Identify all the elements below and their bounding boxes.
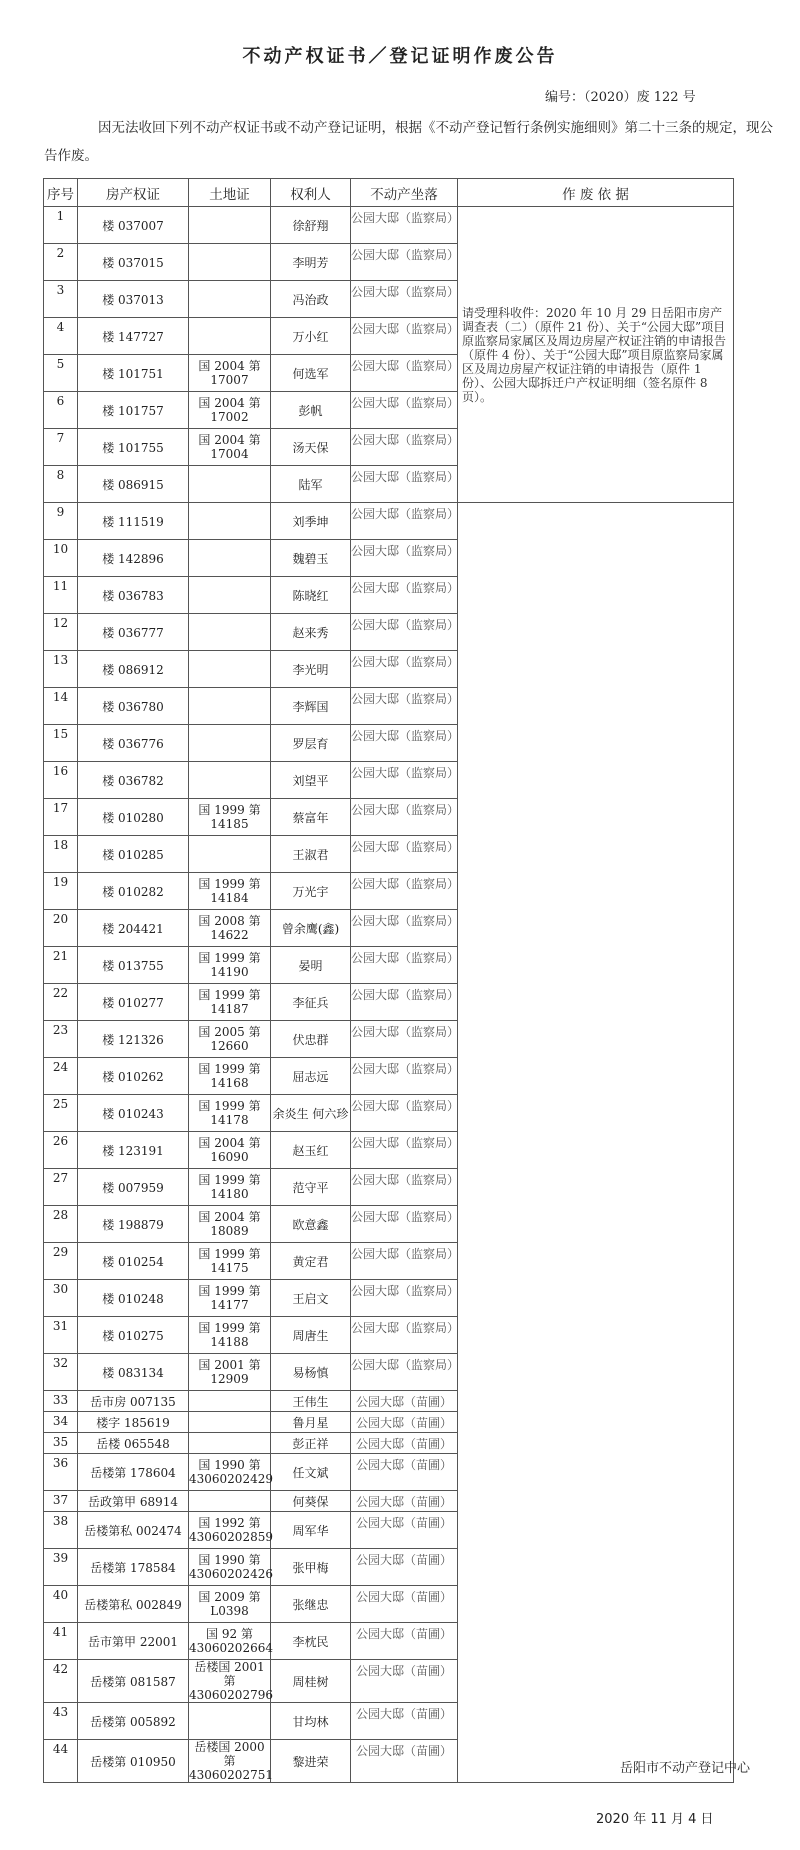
row-seq: 33 — [44, 1391, 78, 1412]
row-location: 公园大邸（监察局） — [351, 1058, 458, 1095]
row-seq: 34 — [44, 1412, 78, 1433]
row-land-cert: 岳楼国 2001 第 43060202796 — [189, 1660, 273, 1702]
intro-paragraph: 因无法收回下列不动产权证书或不动产登记证明，根据《不动产登记暂行条例实施细则》第二十三条的规定，现公告作废。 — [44, 120, 773, 164]
row-seq: 37 — [44, 1491, 78, 1512]
row-holder: 罗层育 — [271, 725, 351, 762]
row-seq: 29 — [44, 1243, 78, 1280]
row-holder: 易杨慎 — [271, 1354, 351, 1391]
row-seq: 5 — [44, 355, 78, 392]
row-location: 公园大邸（监察局） — [351, 392, 458, 429]
row-location: 公园大邸（监察局） — [351, 577, 458, 614]
row-holder: 何葵保 — [271, 1491, 351, 1512]
row-seq: 14 — [44, 688, 78, 725]
row-holder: 魏碧玉 — [271, 540, 351, 577]
void-basis-text: 请受理科收件：2020 年 10 月 29 日岳阳市房产调查表（二）（原件 21 份）、关于“公园大邸”项目原监察局家属区及周边房屋产权证注销的申请报告（原件 4 份）、关于“公园大邸”项目原监察局家属区及周边房屋产权证注销的申请报告（原件 1 份）、公园大邸拆迁户产权证明细（签名原件 8 页）。 — [458, 207, 734, 503]
row-location: 公园大邸（监察局） — [351, 1280, 458, 1317]
row-location: 公园大邸（苗圃） — [351, 1623, 458, 1660]
row-house-cert: 岳楼第 010950 — [78, 1740, 189, 1783]
row-location: 公园大邸（监察局） — [351, 614, 458, 651]
row-seq: 3 — [44, 281, 78, 318]
row-holder: 赵来秀 — [271, 614, 351, 651]
row-house-cert: 楼 121326 — [78, 1021, 189, 1058]
row-seq: 12 — [44, 614, 78, 651]
row-house-cert: 岳楼第 005892 — [78, 1703, 189, 1740]
row-location: 公园大邸（苗圃） — [351, 1491, 458, 1512]
header-location: 不动产坐落 — [351, 179, 458, 207]
row-land-cert: 国 2004 第 17004 — [189, 429, 271, 466]
row-seq: 4 — [44, 318, 78, 355]
row-land-cert — [189, 762, 271, 799]
row-house-cert: 楼 111519 — [78, 503, 189, 540]
row-land-cert — [189, 651, 271, 688]
row-land-cert — [189, 614, 271, 651]
row-land-cert — [189, 281, 271, 318]
row-location: 公园大邸（监察局） — [351, 688, 458, 725]
row-house-cert: 楼 037015 — [78, 244, 189, 281]
issue-date: 2020 年 11 月 4 日 — [596, 1812, 714, 1827]
row-holder: 刘季坤 — [271, 503, 351, 540]
row-land-cert: 国 1999 第 14180 — [189, 1169, 271, 1206]
row-location: 公园大邸（苗圃） — [351, 1740, 458, 1783]
row-house-cert: 楼 086915 — [78, 466, 189, 503]
row-seq: 20 — [44, 910, 78, 947]
row-seq: 40 — [44, 1586, 78, 1623]
row-land-cert: 国 1999 第 14184 — [189, 873, 271, 910]
row-land-cert: 国 2005 第 12660 — [189, 1021, 271, 1058]
row-seq: 17 — [44, 799, 78, 836]
row-house-cert: 楼 036780 — [78, 688, 189, 725]
row-house-cert: 楼 010243 — [78, 1095, 189, 1132]
row-seq: 27 — [44, 1169, 78, 1206]
table-row — [44, 503, 734, 540]
row-holder: 李枕民 — [271, 1623, 351, 1660]
row-land-cert — [189, 1703, 271, 1740]
row-location: 公园大邸（监察局） — [351, 1317, 458, 1354]
row-holder: 黄定君 — [271, 1243, 351, 1280]
row-location: 公园大邸（监察局） — [351, 281, 458, 318]
row-location: 公园大邸（苗圃） — [351, 1703, 458, 1740]
row-land-cert: 国 1999 第 14178 — [189, 1095, 271, 1132]
row-holder: 欧意鑫 — [271, 1206, 351, 1243]
row-holder: 赵玉红 — [271, 1132, 351, 1169]
row-holder: 蔡富年 — [271, 799, 351, 836]
row-house-cert: 楼 010275 — [78, 1317, 189, 1354]
row-location: 公园大邸（监察局） — [351, 318, 458, 355]
row-land-cert: 国 2004 第 17007 — [189, 355, 271, 392]
row-location: 公园大邸（苗圃） — [351, 1391, 458, 1412]
row-location: 公园大邸（监察局） — [351, 355, 458, 392]
row-location: 公园大邸（监察局） — [351, 1243, 458, 1280]
row-location: 公园大邸（监察局） — [351, 466, 458, 503]
row-location: 公园大邸（监察局） — [351, 725, 458, 762]
row-land-cert: 国 1999 第 14185 — [189, 799, 271, 836]
row-holder: 任文斌 — [271, 1454, 351, 1491]
row-house-cert: 岳楼第 178584 — [78, 1549, 189, 1586]
row-holder: 屈志远 — [271, 1058, 351, 1095]
row-seq: 36 — [44, 1454, 78, 1491]
row-holder: 陆军 — [271, 466, 351, 503]
row-house-cert: 岳楼第 178604 — [78, 1454, 189, 1491]
row-location: 公园大邸（苗圃） — [351, 1454, 458, 1491]
row-location: 公园大邸（监察局） — [351, 207, 458, 244]
row-location: 公园大邸（监察局） — [351, 910, 458, 947]
row-house-cert: 楼 142896 — [78, 540, 189, 577]
void-basis-empty — [458, 503, 734, 1783]
row-house-cert: 楼 083134 — [78, 1354, 189, 1391]
row-land-cert — [189, 540, 271, 577]
row-land-cert — [189, 688, 271, 725]
row-seq: 32 — [44, 1354, 78, 1391]
row-seq: 19 — [44, 873, 78, 910]
row-house-cert: 楼 036777 — [78, 614, 189, 651]
row-house-cert: 楼 037007 — [78, 207, 189, 244]
row-holder: 甘均林 — [271, 1703, 351, 1740]
row-location: 公园大邸（苗圃） — [351, 1549, 458, 1586]
row-house-cert: 楼 101751 — [78, 355, 189, 392]
row-location: 公园大邸（监察局） — [351, 762, 458, 799]
row-holder: 王伟生 — [271, 1391, 351, 1412]
row-holder: 彭正祥 — [271, 1433, 351, 1454]
row-land-cert: 国 92 第 43060202664 — [189, 1623, 271, 1660]
header-holder: 权利人 — [271, 179, 351, 207]
row-seq: 7 — [44, 429, 78, 466]
row-location: 公园大邸（监察局） — [351, 1206, 458, 1243]
row-holder: 汤天保 — [271, 429, 351, 466]
row-land-cert — [189, 503, 271, 540]
row-house-cert: 楼 147727 — [78, 318, 189, 355]
row-holder: 伏忠群 — [271, 1021, 351, 1058]
row-location: 公园大邸（监察局） — [351, 947, 458, 984]
row-land-cert: 国 1990 第 43060202426 — [189, 1549, 271, 1586]
row-house-cert: 岳楼第 081587 — [78, 1660, 189, 1703]
row-land-cert: 国 1999 第 14190 — [189, 947, 271, 984]
row-location: 公园大邸（监察局） — [351, 799, 458, 836]
header-basis: 作 废 依 据 — [458, 179, 734, 207]
row-land-cert — [189, 836, 271, 873]
row-house-cert: 楼 010280 — [78, 799, 189, 836]
row-land-cert — [189, 1391, 271, 1412]
row-location: 公园大邸（苗圃） — [351, 1512, 458, 1549]
row-house-cert: 楼 010254 — [78, 1243, 189, 1280]
row-house-cert: 楼 204421 — [78, 910, 189, 947]
row-holder: 黎进荣 — [271, 1740, 351, 1783]
row-land-cert — [189, 466, 271, 503]
row-seq: 1 — [44, 207, 78, 244]
row-holder: 李明芳 — [271, 244, 351, 281]
header-seq: 序号 — [44, 179, 78, 207]
row-house-cert: 楼 010277 — [78, 984, 189, 1021]
row-house-cert: 楼 198879 — [78, 1206, 189, 1243]
row-land-cert: 国 1999 第 14177 — [189, 1280, 271, 1317]
row-location: 公园大邸（监察局） — [351, 244, 458, 281]
row-seq: 13 — [44, 651, 78, 688]
row-location: 公园大邸（苗圃） — [351, 1586, 458, 1623]
row-holder: 张继忠 — [271, 1586, 351, 1623]
row-holder: 晏明 — [271, 947, 351, 984]
row-land-cert — [189, 318, 271, 355]
row-seq: 28 — [44, 1206, 78, 1243]
row-location: 公园大邸（监察局） — [351, 1169, 458, 1206]
row-holder: 李辉国 — [271, 688, 351, 725]
row-seq: 11 — [44, 577, 78, 614]
row-land-cert: 国 1999 第 14175 — [189, 1243, 271, 1280]
row-seq: 41 — [44, 1623, 78, 1660]
row-seq: 2 — [44, 244, 78, 281]
row-holder: 周桂树 — [271, 1660, 351, 1703]
row-seq: 25 — [44, 1095, 78, 1132]
row-house-cert: 楼 036782 — [78, 762, 189, 799]
row-land-cert — [189, 577, 271, 614]
row-house-cert: 楼 010262 — [78, 1058, 189, 1095]
row-land-cert: 国 2004 第 18089 — [189, 1206, 271, 1243]
row-holder: 余炎生 何六珍 — [271, 1095, 351, 1132]
row-location: 公园大邸（监察局） — [351, 540, 458, 577]
row-holder: 冯治政 — [271, 281, 351, 318]
row-land-cert: 国 1999 第 14187 — [189, 984, 271, 1021]
header-land-cert: 土地证 — [189, 179, 271, 207]
row-land-cert: 国 1999 第 14168 — [189, 1058, 271, 1095]
row-house-cert: 楼 007959 — [78, 1169, 189, 1206]
row-land-cert: 国 2008 第 14622 — [189, 910, 271, 947]
row-location: 公园大邸（监察局） — [351, 1354, 458, 1391]
row-holder: 曾余鹰(鑫) — [271, 910, 351, 947]
row-seq: 44 — [44, 1740, 78, 1783]
row-location: 公园大邸（苗圃） — [351, 1660, 458, 1703]
header-house-cert: 房产权证 — [78, 179, 189, 207]
row-holder: 李征兵 — [271, 984, 351, 1021]
row-location: 公园大邸（监察局） — [351, 836, 458, 873]
row-holder: 何选军 — [271, 355, 351, 392]
document-number: 编号：（2020）废 122 号 — [545, 90, 696, 105]
row-house-cert: 岳楼第私 002474 — [78, 1512, 189, 1549]
row-house-cert: 楼字 185619 — [78, 1412, 189, 1433]
row-house-cert: 楼 036776 — [78, 725, 189, 762]
row-house-cert: 楼 101757 — [78, 392, 189, 429]
row-seq: 42 — [44, 1660, 78, 1703]
row-location: 公园大邸（监察局） — [351, 1095, 458, 1132]
row-house-cert: 楼 086912 — [78, 651, 189, 688]
row-land-cert: 国 1999 第 14188 — [189, 1317, 271, 1354]
row-seq: 18 — [44, 836, 78, 873]
row-house-cert: 楼 013755 — [78, 947, 189, 984]
row-land-cert — [189, 1491, 271, 1512]
row-house-cert: 楼 010285 — [78, 836, 189, 873]
row-holder: 万光宇 — [271, 873, 351, 910]
row-holder: 周唐生 — [271, 1317, 351, 1354]
row-seq: 6 — [44, 392, 78, 429]
row-seq: 24 — [44, 1058, 78, 1095]
row-location: 公园大邸（苗圃） — [351, 1433, 458, 1454]
row-seq: 8 — [44, 466, 78, 503]
row-seq: 10 — [44, 540, 78, 577]
row-location: 公园大邸（监察局） — [351, 503, 458, 540]
row-holder: 王启文 — [271, 1280, 351, 1317]
row-seq: 15 — [44, 725, 78, 762]
row-seq: 35 — [44, 1433, 78, 1454]
row-house-cert: 楼 036783 — [78, 577, 189, 614]
row-house-cert: 楼 010248 — [78, 1280, 189, 1317]
row-house-cert: 岳市第甲 22001 — [78, 1623, 189, 1660]
document-title: 不动产权证书／登记证明作废公告 — [242, 46, 558, 67]
row-location: 公园大邸（监察局） — [351, 873, 458, 910]
row-location: 公园大邸（监察局） — [351, 429, 458, 466]
row-house-cert: 岳楼第私 002849 — [78, 1586, 189, 1623]
row-location: 公园大邸（监察局） — [351, 651, 458, 688]
row-location: 公园大邸（监察局） — [351, 984, 458, 1021]
row-land-cert: 国 2009 第 L0398 — [189, 1586, 271, 1623]
row-land-cert — [189, 725, 271, 762]
row-holder: 万小红 — [271, 318, 351, 355]
row-seq: 22 — [44, 984, 78, 1021]
row-land-cert: 岳楼国 2000 第 43060202751 — [189, 1740, 273, 1782]
row-holder: 徐舒翔 — [271, 207, 351, 244]
row-holder: 刘望平 — [271, 762, 351, 799]
row-seq: 23 — [44, 1021, 78, 1058]
row-holder: 彭帆 — [271, 392, 351, 429]
row-holder: 张甲梅 — [271, 1549, 351, 1586]
row-seq: 31 — [44, 1317, 78, 1354]
row-location: 公园大邸（苗圃） — [351, 1412, 458, 1433]
row-seq: 26 — [44, 1132, 78, 1169]
row-location: 公园大邸（监察局） — [351, 1021, 458, 1058]
row-holder: 王淑君 — [271, 836, 351, 873]
row-land-cert: 国 2004 第 17002 — [189, 392, 271, 429]
row-holder: 范守平 — [271, 1169, 351, 1206]
row-seq: 43 — [44, 1703, 78, 1740]
row-seq: 38 — [44, 1512, 78, 1549]
row-house-cert: 岳市房 007135 — [78, 1391, 189, 1412]
row-land-cert: 国 1990 第 43060202429 — [189, 1454, 271, 1491]
row-seq: 39 — [44, 1549, 78, 1586]
row-holder: 周军华 — [271, 1512, 351, 1549]
row-seq: 16 — [44, 762, 78, 799]
row-holder: 鲁月星 — [271, 1412, 351, 1433]
row-house-cert: 岳楼 065548 — [78, 1433, 189, 1454]
row-house-cert: 楼 101755 — [78, 429, 189, 466]
row-land-cert: 国 1992 第 43060202859 — [189, 1512, 271, 1549]
row-holder: 陈晓红 — [271, 577, 351, 614]
row-house-cert: 楼 010282 — [78, 873, 189, 910]
row-house-cert: 楼 037013 — [78, 281, 189, 318]
row-land-cert: 国 2001 第 12909 — [189, 1354, 271, 1391]
row-land-cert — [189, 244, 271, 281]
issuer-name: 岳阳市不动产登记中心 — [620, 1761, 751, 1776]
row-land-cert — [189, 207, 271, 244]
row-seq: 30 — [44, 1280, 78, 1317]
row-land-cert: 国 2004 第 16090 — [189, 1132, 271, 1169]
void-certificates-table — [43, 178, 734, 1783]
table-row — [44, 207, 734, 244]
row-location: 公园大邸（监察局） — [351, 1132, 458, 1169]
row-seq: 9 — [44, 503, 78, 540]
row-house-cert: 岳政第甲 68914 — [78, 1491, 189, 1512]
table-header-row — [44, 179, 734, 207]
row-land-cert — [189, 1412, 271, 1433]
row-seq: 21 — [44, 947, 78, 984]
row-land-cert — [189, 1433, 271, 1454]
table-body — [44, 207, 734, 1783]
row-house-cert: 楼 123191 — [78, 1132, 189, 1169]
row-holder: 李光明 — [271, 651, 351, 688]
